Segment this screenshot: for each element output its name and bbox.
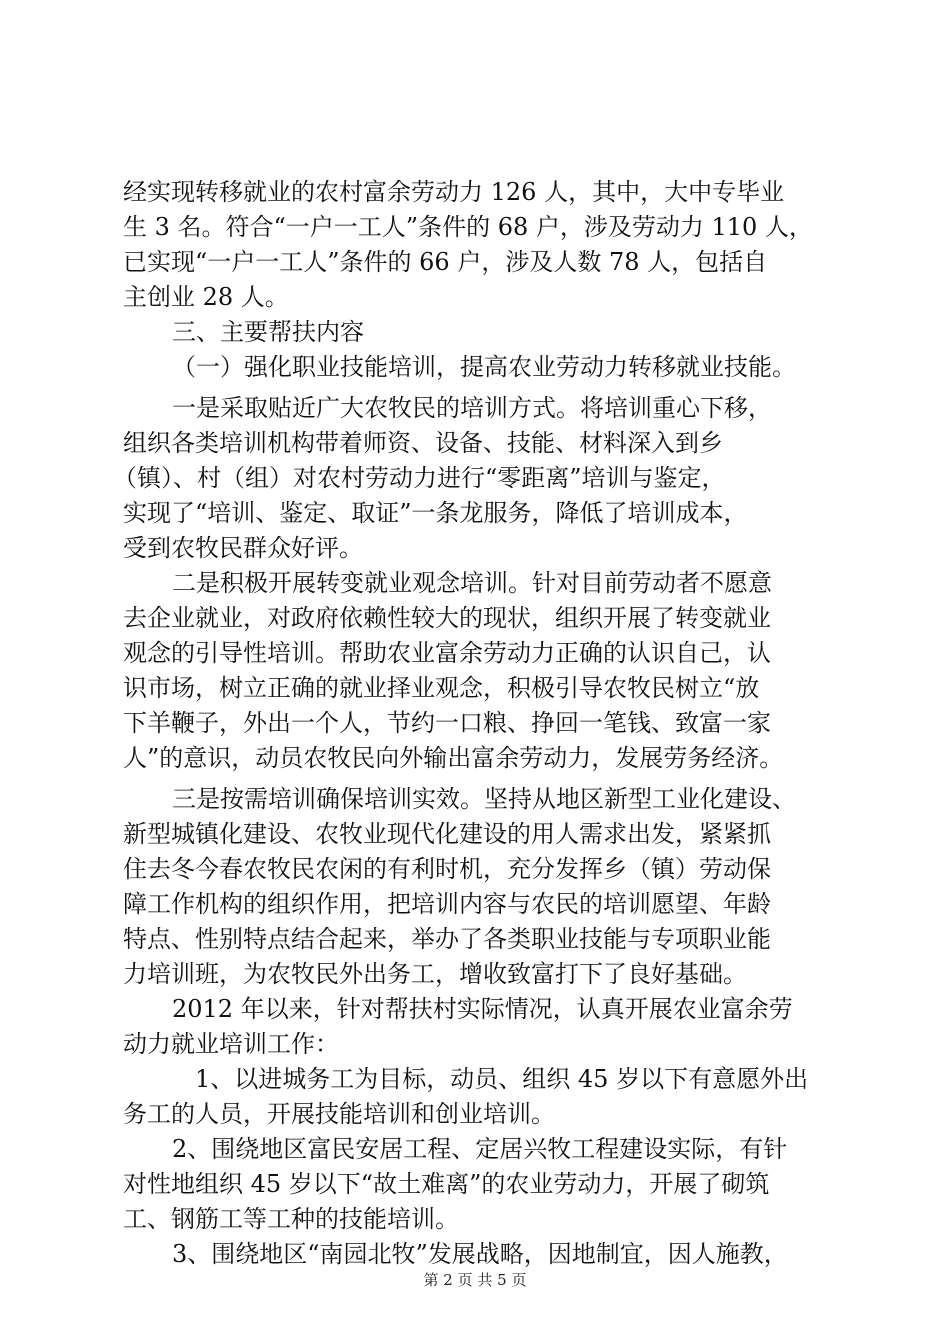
text-line: 识市场，树立正确的就业择业观念，积极引导农牧民树立“放 (123, 674, 760, 702)
text-line: 障工作机构的组织作用，把培训内容与农民的培训愿望、年龄 (123, 890, 771, 918)
text-line: 受到农牧民群众好评。 (123, 534, 363, 562)
text-line: 动力就业培训工作： (123, 1030, 339, 1058)
text-line: 力培训班，为农牧民外出务工，增收致富打下了良好基础。 (123, 960, 747, 988)
text-line: 新型城镇化建设、农牧业现代化建设的用人需求出发，紧紧抓 (123, 820, 771, 848)
text-line: 住去冬今春农牧民农闲的有利时机，充分发挥乡（镇）劳动保 (123, 855, 771, 883)
text-line: 主创业 28 人。 (123, 283, 289, 311)
text-line: 去企业就业，对政府依赖性较大的现状，组织开展了转变就业 (123, 604, 771, 632)
text-line: 务工的人员，开展技能培训和创业培训。 (123, 1100, 555, 1128)
text-line: 对性地组织 45 岁以下“故土难离”的农业劳动力，开展了砌筑 (123, 1170, 770, 1198)
subsection-heading: （一）强化职业技能培训，提高农业劳动力转移就业技能。 (172, 353, 796, 381)
text-line: 人”的意识，动员农牧民向外输出富余劳动力，发展劳务经济。 (123, 744, 784, 772)
section-heading: 三、主要帮扶内容 (172, 318, 364, 346)
text-line: 工、钢筋工等工种的技能培训。 (123, 1205, 459, 1233)
list-item: 3、围绕地区“南园北牧”发展战略，因地制宜，因人施教， (172, 1240, 788, 1268)
text-line: 特点、性别特点结合起来，举办了各类职业技能与专项职业能 (123, 925, 771, 953)
text-line: 二是积极开展转变就业观念培训。针对目前劳动者不愿意 (172, 569, 772, 597)
text-line: 生 3 名。符合“一户一工人”条件的 68 户，涉及劳动力 110 人， (123, 213, 813, 241)
text-line: （镇）、村（组）对农村劳动力进行“零距离”培训与鉴定， (113, 464, 726, 492)
list-item: 1、以进城务工为目标，动员、组织 45 岁以下有意愿外出 (195, 1065, 809, 1093)
list-item: 2、围绕地区富民安居工程、定居兴牧工程建设实际，有针 (172, 1135, 788, 1163)
text-line: 经实现转移就业的农村富余劳动力 126 人，其中，大中专毕业 (123, 178, 785, 206)
text-line: 已实现“一户一工人”条件的 66 户，涉及人数 78 人，包括自 (123, 248, 768, 276)
text-line: 一是采取贴近广大农牧民的培训方式。将培训重心下移， (172, 394, 772, 422)
text-line: 三是按需培训确保培训实效。坚持从地区新型工业化建设、 (172, 785, 796, 813)
page-number-footer: 第 2 页 共 5 页 (423, 1271, 527, 1289)
text-line: 下羊鞭子，外出一个人，节约一口粮、挣回一笔钱、致富一家 (123, 709, 771, 737)
text-line: 实现了“培训、鉴定、取证”一条龙服务，降低了培训成本， (123, 499, 748, 527)
text-line: 组织各类培训机构带着师资、设备、技能、材料深入到乡 (123, 429, 723, 457)
text-line: 观念的引导性培训。帮助农业富余劳动力正确的认识自己，认 (123, 639, 771, 667)
text-line: 2012 年以来，针对帮扶村实际情况，认真开展农业富余劳 (172, 995, 793, 1023)
